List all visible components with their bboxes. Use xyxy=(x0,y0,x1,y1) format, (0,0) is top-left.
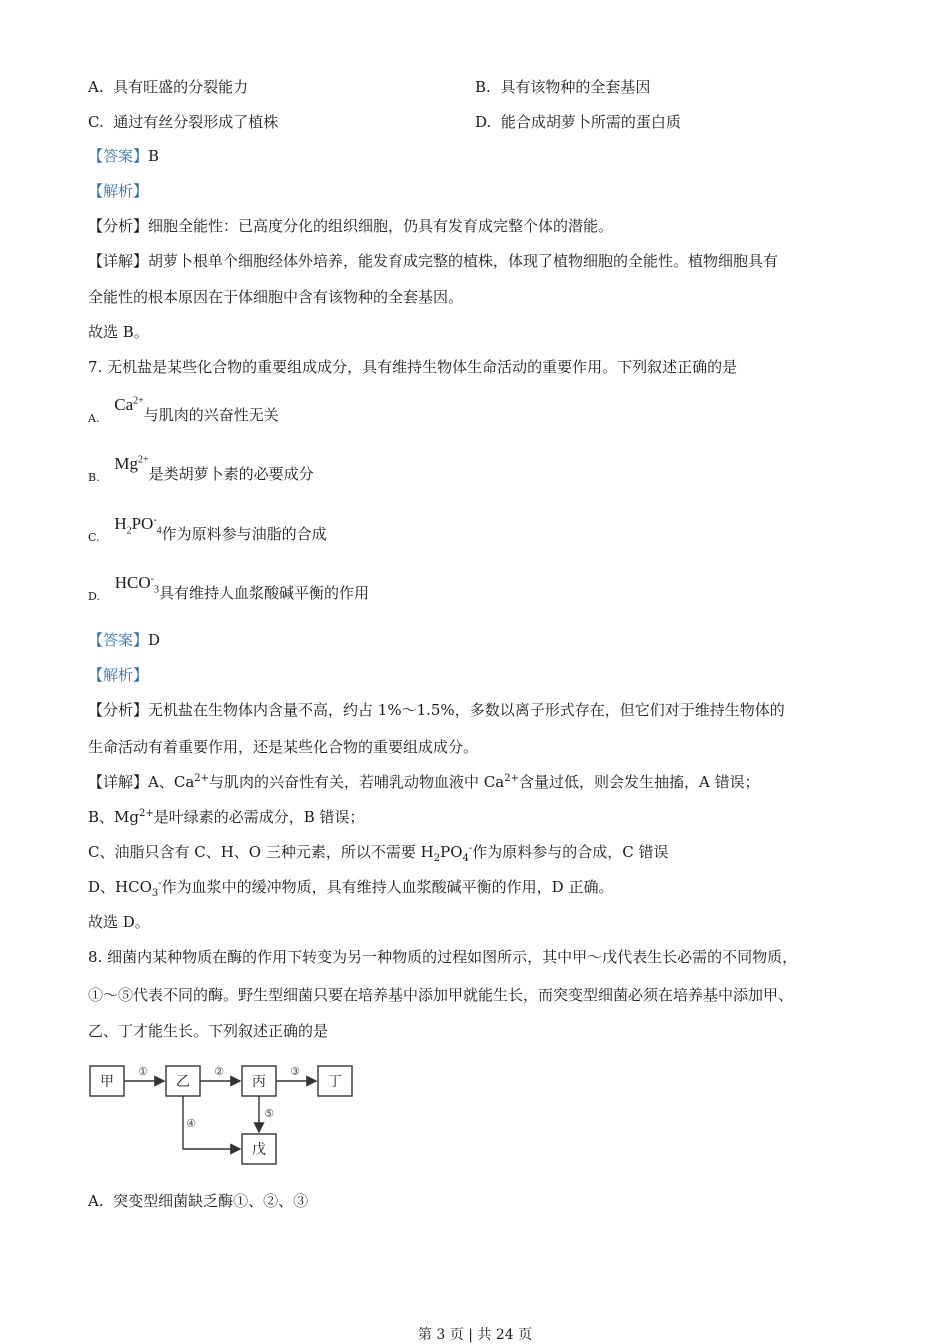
option-d: D. 能合成胡萝卜所需的蛋白质 xyxy=(475,113,681,131)
option-b: B. 具有该物种的全套基因 xyxy=(475,78,651,96)
q7-option-d: $_{D.}$ $HCO^-_3$具有维持人血浆酸碱平衡的作用 xyxy=(88,573,369,603)
enzyme-5: ⑤ xyxy=(264,1107,274,1120)
node-yi: 乙 xyxy=(176,1074,190,1090)
enzyme-3: ③ xyxy=(290,1065,300,1078)
q7-fenxi: 【分析】无机盐在生物体内含量不高，约占 1%～1.5%，多数以离子形式存在，但它们对于维持生物体的 xyxy=(88,701,785,719)
q7-xiangjie-b: B、$Mg^{2+}$是叶绿素的必需成分，B 错误； xyxy=(88,808,365,826)
q7-analysis-heading: 【解析】 xyxy=(88,666,149,684)
q7-xiangjie-a: 【详解】A、$Ca^{2+}$与肌肉的兴奋性有关，若哺乳动物血液中 $Ca^{2+}$含量过低，则会发生抽搐，A 错误； xyxy=(88,773,760,791)
pathway-diagram xyxy=(88,1058,358,1170)
q7-fenxi-cont: 生命活动有着重要作用，还是某些化合物的重要组成成分。 xyxy=(88,738,479,756)
enzyme-1: ① xyxy=(138,1065,148,1078)
question-7-stem: 7. 无机盐是某些化合物的重要组成成分，具有维持生物体生命活动的重要作用。下列叙述正确的是 xyxy=(88,358,738,376)
question-8-stem-2: ①～⑤代表不同的酶。野生型细菌只要在培养基中添加甲就能生长，而突变型细菌必须在培养基中添加甲、 xyxy=(88,986,794,1004)
q7-option-a: $_{A.}$ $Ca^{2+}$与肌肉的兴奋性无关 xyxy=(88,395,279,425)
analysis-heading: 【解析】 xyxy=(88,182,149,200)
analysis-xiangjie: 【详解】胡萝卜根单个细胞经体外培养，能发育成完整的植株，体现了植物细胞的全能性。植物细胞具有 xyxy=(88,252,779,270)
node-ding: 丁 xyxy=(328,1074,342,1090)
node-jia: 甲 xyxy=(100,1074,114,1090)
option-c: C. 通过有丝分裂形成了植株 xyxy=(88,113,279,131)
analysis-xiangjie-cont: 全能性的根本原因在于体细胞中含有该物种的全套基因。 xyxy=(88,288,464,306)
q7-option-c: $_{C.}$ $H_2PO^-_4$作为原料参与油脂的合成 xyxy=(88,514,327,544)
question-8-stem-3: 乙、丁才能生长。下列叙述正确的是 xyxy=(88,1022,329,1040)
q7-xiangjie-c: C、油脂只含有 C、H、O 三种元素，所以不需要 $H_2PO_4^-$作为原料参与的合成，C 错误 xyxy=(88,843,669,864)
node-wu: 戊 xyxy=(252,1142,266,1158)
page-footer: 第 3 页 | 共 24 页 xyxy=(417,1327,533,1343)
answer-line: 【答案】B xyxy=(88,147,160,165)
q7-xiangjie-d: D、$HCO_3^-$作为血浆中的缓冲物质，具有维持人血浆酸碱平衡的作用，D 正确。 xyxy=(88,878,614,899)
enzyme-4: ④ xyxy=(186,1117,196,1130)
node-bing: 丙 xyxy=(252,1074,266,1090)
q8-option-a: A. 突变型细菌缺乏酶①、②、③ xyxy=(88,1192,309,1210)
q7-answer-line: 【答案】D xyxy=(88,631,161,649)
analysis-fenxi: 【分析】细胞全能性：已高度分化的组织细胞，仍具有发育成完整个体的潜能。 xyxy=(88,217,614,235)
conclusion: 故选 B。 xyxy=(88,323,149,341)
option-a: A. 具有旺盛的分裂能力 xyxy=(88,78,249,96)
question-8-stem-1: 8. 细菌内某种物质在酶的作用下转变为另一种物质的过程如图所示，其中甲～戊代表生长必需的不同物质， xyxy=(88,948,798,966)
q7-conclusion: 故选 D。 xyxy=(88,913,150,931)
enzyme-2: ② xyxy=(214,1065,224,1078)
q7-option-b: $_{B.}$ $Mg^{2+}$是类胡萝卜素的必要成分 xyxy=(88,454,314,484)
